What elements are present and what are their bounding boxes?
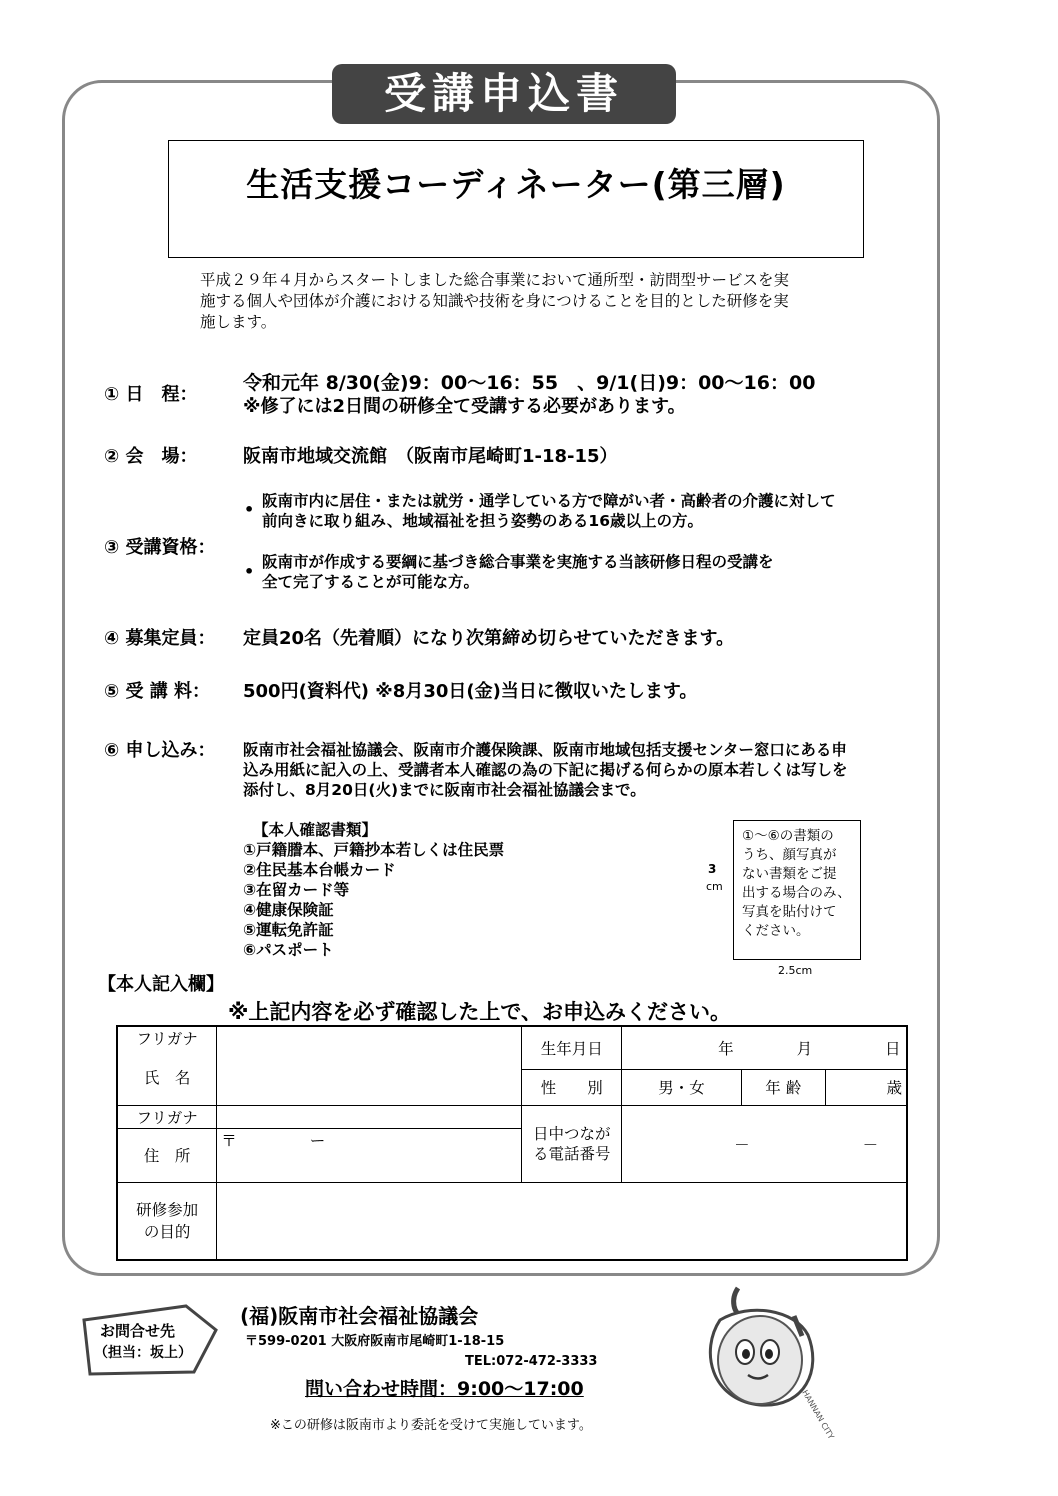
schedule-value: 令和元年 8/30(金)9：00～16：55 、9/1(日)9：00～16：00: [243, 372, 816, 394]
course-name: 生活支援コーディネーター(第三層): [246, 165, 786, 204]
schedule-label: ① 日 程：: [104, 384, 198, 405]
course-title-box: [168, 140, 864, 258]
fee-value: 500円(資料代) ※8月30日(金)当日に徴収いたします。: [243, 681, 698, 702]
age-label: 年 齢: [741, 1069, 825, 1105]
mascot-text: HANNAN CITY: [800, 1388, 836, 1441]
gender-label: 性 別: [522, 1069, 622, 1105]
postal-dash: ー: [309, 1131, 326, 1150]
qualification-bullet-2: 阪南市が作成する要綱に基づき総合事業を実施する当該研修日程の受講を 全て完了することが可能な方。: [262, 553, 774, 591]
address-input[interactable]: [217, 1128, 522, 1182]
address-furigana-label: フリガナ: [117, 1105, 217, 1128]
age-unit: 歳: [886, 1079, 902, 1097]
age-input[interactable]: [825, 1069, 907, 1105]
birthdate-label: 生年月日: [522, 1026, 622, 1069]
phone-input[interactable]: [622, 1105, 907, 1182]
bullet-icon: •: [244, 500, 255, 519]
month-label: 月: [796, 1039, 813, 1058]
photo-height-label: 3: [708, 862, 717, 876]
phone-dash: －: [734, 1135, 750, 1154]
venue-value: 阪南市地域交流館 （阪南市尾崎町1-18-15）: [243, 446, 618, 467]
gender-options[interactable]: 男・女: [622, 1069, 742, 1105]
application-label: ⑥ 申し込み：: [104, 740, 216, 761]
capacity-value: 定員20名（先着順）になり次第締め切らせていただきます。: [243, 628, 735, 649]
id-document-item: ⑥パスポート: [243, 941, 334, 959]
purpose-input[interactable]: [217, 1182, 907, 1260]
year-label: 年: [718, 1039, 734, 1058]
fee-label: ⑤ 受 講 料：: [104, 681, 211, 702]
qualification-label: ③ 受講資格：: [104, 537, 216, 558]
id-document-item: ③在留カード等: [243, 881, 350, 899]
intro-line: 施します。: [200, 313, 277, 331]
intro-text: [200, 270, 860, 333]
name-furigana-label: フリガナ: [117, 1026, 217, 1049]
footnote: ※この研修は阪南市より委託を受けて実施しています。: [270, 1418, 592, 1433]
intro-line: 施する個人や団体が介護における知識や技術を身につけることを目的とした研修を実: [200, 292, 789, 310]
purpose-label: 研修参加 の目的: [117, 1182, 217, 1260]
id-document-item: ⑤運転免許証: [243, 921, 334, 939]
id-document-item: ①戸籍謄本、戸籍抄本若しくは住民票: [243, 841, 505, 859]
id-document-item: ④健康保険証: [243, 901, 334, 919]
qualification-bullet-1: 阪南市内に居住・または就労・通学している方で障がい者・高齢者の介護に対して 前向きに取り組み、地域福祉を担う姿勢のある16歳以上の方。: [262, 492, 836, 530]
intro-line: 平成２９年４月からスタートしました総合事業において通所型・訪問型サービスを実: [200, 271, 790, 289]
organization-address: 〒599-0201 大阪府阪南市尾崎町1-18-15: [245, 1334, 505, 1349]
photo-width-label: 2.5cm: [778, 964, 813, 977]
application-text: 阪南市社会福祉協議会、阪南市介護保険課、阪南市地域包括支援センター窓口にある申 込み用紙に記入の上、受講者本人確認の為の下記に掲げる何らかの原本若しくは写しを 添付し、8月20日(火)までに阪南市社会福祉協議会まで。: [243, 741, 848, 799]
venue-label: ② 会 場：: [104, 446, 198, 467]
entry-notice: ※上記内容を必ず確認した上で、お申込みください。: [228, 1000, 731, 1024]
name-input[interactable]: [217, 1026, 522, 1105]
phone-label: 日中つなが る電話番号: [522, 1105, 622, 1182]
mascot-logo-icon: [690, 1280, 836, 1441]
entry-section-title: 【本人記入欄】: [98, 974, 224, 995]
photo-placeholder: ①～⑥の書類の うち、顔写真が ない書類をご提 出する場合のみ、 写真を貼付けて ください。: [733, 820, 861, 960]
postal-mark: 〒: [221, 1131, 237, 1150]
photo-height-unit: cm: [706, 880, 723, 893]
organization-phone: TEL:072-472-3333: [465, 1354, 598, 1369]
organization-name: (福)阪南市社会福祉協議会: [240, 1304, 479, 1328]
contact-person: （担当：坂上）: [94, 1345, 192, 1361]
schedule-note: ※修了には2日間の研修全て受講する必要があります。: [243, 396, 686, 417]
birthdate-input[interactable]: [622, 1026, 907, 1069]
id-documents: [243, 820, 504, 960]
page-title: 受講申込書: [332, 64, 676, 124]
name-label: 氏 名: [117, 1049, 217, 1105]
day-label: 日: [885, 1039, 901, 1058]
phone-dash: －: [862, 1135, 879, 1154]
bullet-icon: •: [244, 562, 255, 581]
contact-tag-label: お問合せ先: [100, 1322, 176, 1340]
address-label: 住 所: [117, 1128, 217, 1182]
capacity-label: ④ 募集定員：: [104, 628, 216, 649]
id-documents-heading: 【本人確認書類】: [253, 821, 378, 839]
id-document-item: ②住民基本台帳カード: [243, 861, 396, 879]
inquiry-hours: 問い合わせ時間：9:00～17:00: [305, 1378, 584, 1400]
application-form: [116, 1025, 908, 1261]
address-furigana-input[interactable]: [217, 1105, 522, 1128]
